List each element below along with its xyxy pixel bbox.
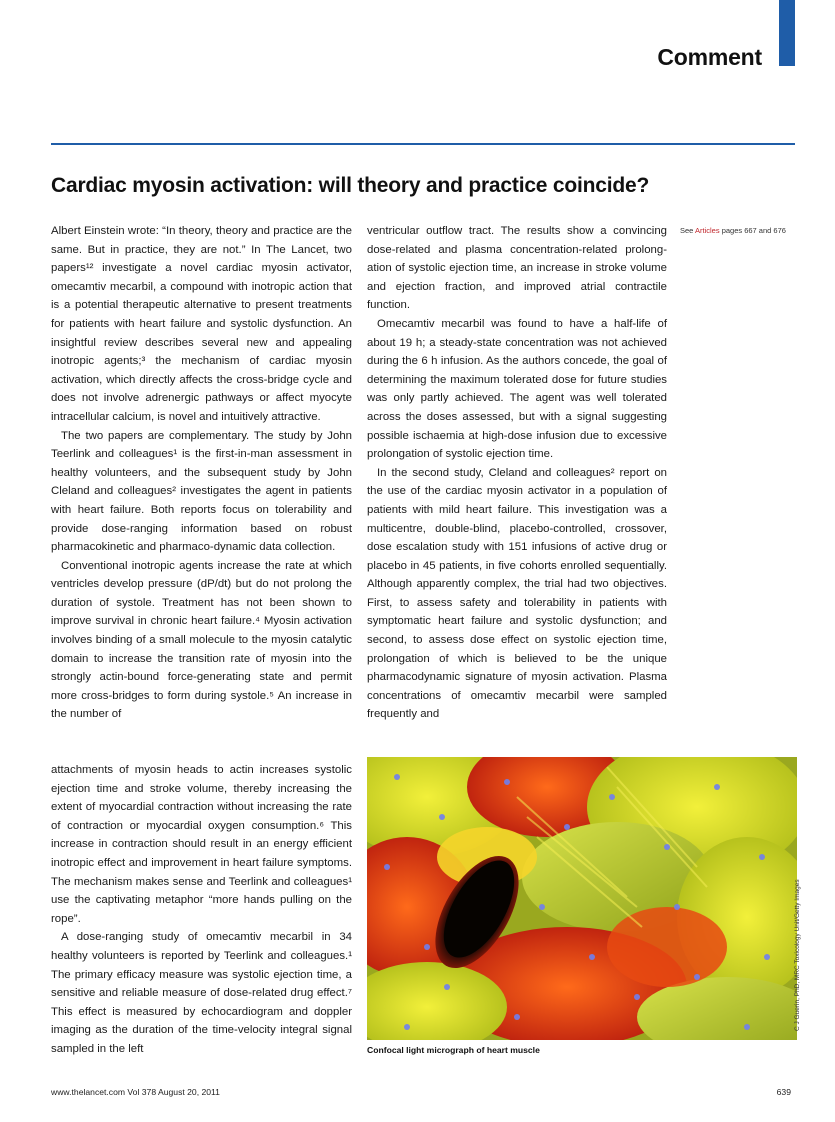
figure-caption: Confocal light micrograph of heart muscle [367, 1045, 540, 1055]
paragraph-dose-ranging: A dose-ranging study of omecamtiv mecarbil in 34 healthy volunteers is reported by Teerlink and colleagues.¹ The primary efficacy measure was systolic ejection time, a sensitive and reliable measure of dose-related drug effect.⁷ This effect is measured by echocardiogram and doppler imaging as the duration of the time-velocity integral signal sampled in the left [51, 931, 352, 1055]
see-also-prefix: See [680, 226, 696, 235]
paragraph-conventional: Conventional inotropic agents increase the rate at which ventricles develop pressure (dP/dt) but do not prolong the duration of systole. Treatment has not been shown to improve survival in chronic heart failure.⁴ Myosin activation involves binding of a small molecule to the myosin catalytic domain to increase the transition rate of myosin into the strongly actin-bound force-generating state and permit more cross-bridges to form during systole.⁵ An increase in the number of [51, 559, 352, 721]
header-rule [51, 143, 795, 145]
micrograph-image [367, 757, 797, 1040]
see-also-note [680, 226, 786, 235]
footer-journal-info: www.thelancet.com Vol 378 August 20, 2011 [51, 1087, 220, 1097]
paragraph-half-life: Omecamtiv mecarbil was found to have a half-life of about 19 h; a steady-state concentration was not achieved during the 6 h infusion. As the authors concede, the goal of determining the maximum tolerated dose for future studies was only partly achieved. The agent was well tolerated across the doses assessed, but with a signal suggesting possible ischaemia at high-dose infusion due to excessive prolongation of systolic ejection time. [367, 317, 667, 461]
column-1 [51, 222, 352, 724]
figure-credit [794, 760, 806, 1038]
see-also-articles-link[interactable]: Articles [695, 226, 720, 235]
paragraph-outflow: ventricular outflow tract. The results show a convincing dose-related and plasma concentration-related prolong-ation of systolic ejection time, an increase in stroke volume and ejection fraction, and improved atrial contractile function. [367, 225, 667, 312]
section-label: Comment [657, 44, 762, 70]
paragraph-two-papers: The two papers are complementary. The study by John Teerlink and colleagues¹ is the first-in-man assessment in healthy volunteers, and the subsequent study by John Cleland and colleagues² investigates the agent in patients with heart failure. Both reports focus on tolerability and provide dose-ranging information based on robust pharmacokinetic and pharmaco-dynamic data collection. [51, 429, 352, 554]
column-2 [367, 222, 667, 724]
section-color-tab [779, 0, 795, 66]
figure-credit-text: C J Guerin, PhD, MRC Toxicology Unit/Getty Images [794, 879, 801, 1031]
article-title: Cardiac myosin activation: will theory and practice coincide? [51, 174, 650, 197]
paragraph-second-study: In the second study, Cleland and colleagues² report on the use of the cardiac myosin activator in a population of patients with mild heart failure. This investigation was a multicentre, double-blind, placebo-controlled, crossover, dose escalation study with 151 infusions of active drug or placebo in 45 patients, in five cohorts enrolled sequentially. Although apparently complex, the trial had two objectives. First, to assess safety and tolerability in patients with symptomatic heart failure and systolic dysfunction; and second, to assess dose effect on systolic ejection time, prolongation of which is believed to be the unique pharmacodynamic signature of myosin activation. Plasma concentrations of omecamtiv mecarbil were sampled frequently and [367, 466, 667, 721]
paragraph-intro: Albert Einstein wrote: “In theory, theory and practice are the same. But in practice, they are not.” In The Lancet, two papers¹² investigate a novel cardiac myosin activator, omecamtiv mecarbil, a compound with inotropic action that is a potential therapeutic alternative to present treatments for patients with heart failure and systolic dysfunction. An insightful review describes several new and appealing inotropic agents;³ the mechanism of cardiac myosin activation, which directly affects the cross-bridge cycle and does not involve adrenergic pathways or affect myocyte intracellular calcium, is novel and intuitively attractive. [51, 225, 352, 423]
column-1-continued [51, 761, 352, 1059]
paragraph-attachments: attachments of myosin heads to actin increases systolic ejection time and stroke volume, thereby increasing the extent of myocardial contraction without increasing the rate of contraction or myocardial oxygen consumption.⁶ This increase in contraction should result in an energy efficient inotropic effect and improvement in heart failure symptoms. The mechanism makes sense and Teerlink and colleagues¹ use the captivating metaphor “more hands pulling on the rope”. [51, 764, 352, 925]
page-number: 639 [776, 1087, 791, 1097]
see-also-pages: pages 667 and 676 [719, 226, 786, 235]
